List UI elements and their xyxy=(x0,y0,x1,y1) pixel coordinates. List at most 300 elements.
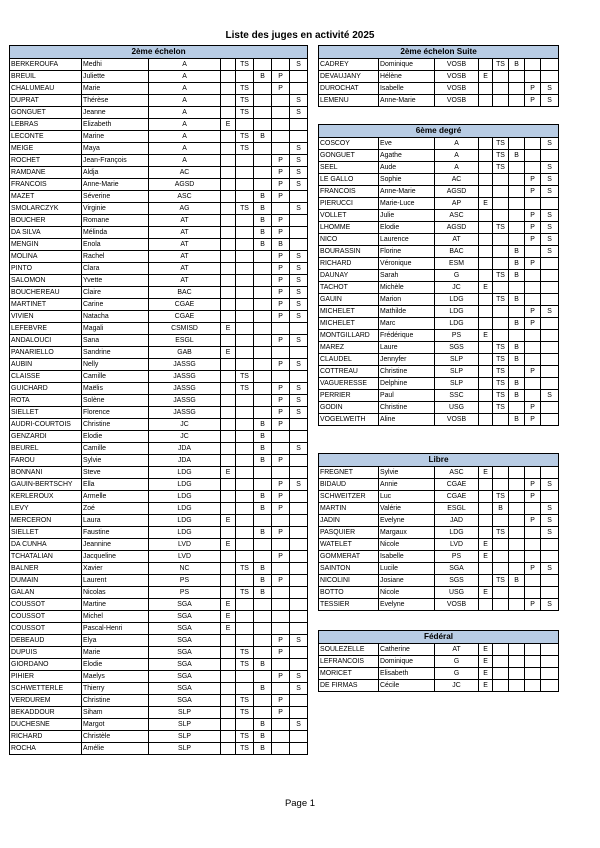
cell-club: ESM xyxy=(435,257,479,269)
cell-level-b: B xyxy=(254,214,272,226)
cell-club: AP xyxy=(435,197,479,209)
cell-level-p xyxy=(525,58,541,70)
cell-club: SLP xyxy=(435,377,479,389)
cell-level-e: E xyxy=(221,322,236,334)
cell-level-b xyxy=(509,550,525,562)
cell-last-name: SIELLET xyxy=(10,526,82,538)
cell-first-name: Séverine xyxy=(82,190,149,202)
cell-level-p: P xyxy=(272,490,290,502)
cell-first-name: Claire xyxy=(82,286,149,298)
cell-level-s xyxy=(290,586,308,598)
cell-last-name: DUCHESNE xyxy=(10,718,82,730)
cell-last-name: COUSSOT xyxy=(10,622,82,634)
cell-level-ts: TS xyxy=(493,341,509,353)
table-row xyxy=(319,70,559,82)
cell-level-s xyxy=(541,413,559,425)
cell-level-b xyxy=(509,655,525,667)
cell-club: JASSG xyxy=(149,406,221,418)
cell-last-name: DAUNAY xyxy=(319,269,379,281)
cell-last-name: PASQUIER xyxy=(319,526,379,538)
table-row xyxy=(10,634,308,646)
cell-club: A xyxy=(149,106,221,118)
table-row xyxy=(319,161,559,173)
cell-level-b xyxy=(509,137,525,149)
cell-level-ts xyxy=(236,454,254,466)
cell-level-ts: TS xyxy=(493,293,509,305)
cell-level-e xyxy=(479,305,493,317)
cell-level-b xyxy=(254,538,272,550)
cell-level-p: P xyxy=(272,502,290,514)
cell-last-name: LEVY xyxy=(10,502,82,514)
cell-level-p: P xyxy=(272,634,290,646)
cell-club: LVD xyxy=(149,538,221,550)
cell-last-name: MEIGE xyxy=(10,142,82,154)
cell-level-e xyxy=(479,502,493,514)
cell-club: ESGL xyxy=(149,334,221,346)
cell-first-name: Laurent xyxy=(82,574,149,586)
cell-first-name: Julie xyxy=(379,209,435,221)
cell-level-s: S xyxy=(290,154,308,166)
cell-club: BAC xyxy=(149,286,221,298)
cell-level-s: S xyxy=(290,358,308,370)
cell-last-name: COUSSOT xyxy=(10,598,82,610)
cell-last-name: DEBEAUD xyxy=(10,634,82,646)
cell-level-b xyxy=(254,370,272,382)
cell-level-ts xyxy=(493,550,509,562)
cell-club: SGA xyxy=(149,622,221,634)
cell-level-p xyxy=(272,610,290,622)
cell-last-name: COSCOY xyxy=(319,137,379,149)
cell-last-name: ROCHET xyxy=(10,154,82,166)
cell-first-name: Jeannine xyxy=(82,538,149,550)
cell-level-s: S xyxy=(290,334,308,346)
table-row xyxy=(10,334,308,346)
cell-level-ts xyxy=(493,94,509,106)
cell-level-p: P xyxy=(272,190,290,202)
cell-level-b: B xyxy=(509,317,525,329)
cell-level-p xyxy=(525,574,541,586)
table-row xyxy=(10,298,308,310)
table-row xyxy=(10,118,308,130)
cell-last-name: NICOLINI xyxy=(319,574,379,586)
cell-level-b: B xyxy=(254,658,272,670)
table-row xyxy=(319,173,559,185)
cell-level-p xyxy=(525,293,541,305)
cell-level-s: S xyxy=(541,173,559,185)
cell-level-b: B xyxy=(509,58,525,70)
cell-first-name: Elodie xyxy=(82,430,149,442)
cell-club: AGSD xyxy=(149,178,221,190)
cell-level-ts: TS xyxy=(236,706,254,718)
cell-level-ts: TS xyxy=(236,694,254,706)
cell-level-p xyxy=(525,341,541,353)
cell-level-s: S xyxy=(290,478,308,490)
cell-first-name: Sophie xyxy=(379,173,435,185)
cell-last-name: BALNER xyxy=(10,562,82,574)
cell-level-b xyxy=(254,706,272,718)
cell-level-s: S xyxy=(290,262,308,274)
cell-level-b xyxy=(509,173,525,185)
cell-club: LDG xyxy=(149,490,221,502)
cell-club: JC xyxy=(435,679,479,691)
cell-first-name: Paul xyxy=(379,389,435,401)
cell-level-p: P xyxy=(525,82,541,94)
cell-level-b xyxy=(254,142,272,154)
cell-level-p: P xyxy=(272,478,290,490)
cell-first-name: Marie xyxy=(82,646,149,658)
cell-first-name: Enola xyxy=(82,238,149,250)
table-row xyxy=(319,341,559,353)
cell-level-e xyxy=(221,370,236,382)
cell-level-b xyxy=(254,166,272,178)
cell-level-p xyxy=(525,281,541,293)
cell-level-s xyxy=(290,598,308,610)
cell-level-e xyxy=(479,341,493,353)
cell-level-e xyxy=(221,154,236,166)
cell-last-name: JADIN xyxy=(319,514,379,526)
cell-level-s xyxy=(290,346,308,358)
cell-last-name: MENGIN xyxy=(10,238,82,250)
cell-last-name: SEEL xyxy=(319,161,379,173)
cell-level-e xyxy=(221,682,236,694)
cell-level-p xyxy=(525,269,541,281)
cell-level-b xyxy=(509,82,525,94)
cell-first-name: Laura xyxy=(82,514,149,526)
cell-last-name: BOURASSIN xyxy=(319,245,379,257)
cell-level-ts: TS xyxy=(493,149,509,161)
cell-level-e xyxy=(221,454,236,466)
section-title: 6ème degré xyxy=(319,125,559,138)
cell-level-e xyxy=(221,178,236,190)
table-row xyxy=(10,622,308,634)
cell-level-ts xyxy=(236,322,254,334)
cell-level-b: B xyxy=(254,718,272,730)
cell-level-e xyxy=(221,250,236,262)
section-2eme-echelon-suite xyxy=(318,45,559,107)
cell-level-ts xyxy=(493,643,509,655)
cell-last-name: FRANCOIS xyxy=(10,178,82,190)
cell-club: AC xyxy=(435,173,479,185)
cell-first-name: Aude xyxy=(379,161,435,173)
cell-level-p: P xyxy=(272,310,290,322)
cell-level-s xyxy=(541,365,559,377)
cell-last-name: LEFRANCOIS xyxy=(319,655,379,667)
table-row xyxy=(319,305,559,317)
table-row xyxy=(10,598,308,610)
cell-first-name: Thierry xyxy=(82,682,149,694)
table-row xyxy=(319,293,559,305)
cell-level-ts: TS xyxy=(493,58,509,70)
cell-level-e xyxy=(479,161,493,173)
table-row xyxy=(10,70,308,82)
cell-first-name: Rachel xyxy=(82,250,149,262)
cell-first-name: Maelys xyxy=(82,670,149,682)
cell-level-b xyxy=(509,586,525,598)
cell-first-name: Armelle xyxy=(82,490,149,502)
cell-first-name: Florence xyxy=(82,406,149,418)
cell-level-p xyxy=(272,562,290,574)
cell-level-ts xyxy=(493,478,509,490)
cell-level-p: P xyxy=(525,401,541,413)
cell-last-name: GONGUET xyxy=(10,106,82,118)
cell-first-name: Ella xyxy=(82,478,149,490)
cell-club: ASC xyxy=(149,190,221,202)
cell-club: A xyxy=(149,154,221,166)
cell-club: ESGL xyxy=(435,502,479,514)
cell-level-ts: TS xyxy=(236,742,254,754)
cell-level-p: P xyxy=(272,70,290,82)
cell-level-e xyxy=(221,70,236,82)
cell-level-ts: TS xyxy=(236,382,254,394)
cell-club: JASSG xyxy=(149,394,221,406)
cell-first-name: Elya xyxy=(82,634,149,646)
cell-first-name: Agathe xyxy=(379,149,435,161)
cell-last-name: VAGUERESSE xyxy=(319,377,379,389)
cell-level-ts: TS xyxy=(236,730,254,742)
cell-first-name: Marine xyxy=(82,130,149,142)
cell-last-name: TACHOT xyxy=(319,281,379,293)
cell-club: AT xyxy=(435,643,479,655)
cell-level-s: S xyxy=(290,310,308,322)
cell-level-ts xyxy=(493,82,509,94)
cell-level-p xyxy=(525,550,541,562)
cell-level-ts xyxy=(493,245,509,257)
table-row xyxy=(319,329,559,341)
cell-level-s xyxy=(541,197,559,209)
cell-level-e xyxy=(479,58,493,70)
cell-club: G xyxy=(435,667,479,679)
cell-level-e xyxy=(221,406,236,418)
table-row xyxy=(10,406,308,418)
cell-level-p: P xyxy=(525,514,541,526)
cell-level-ts: TS xyxy=(493,401,509,413)
cell-level-ts xyxy=(493,562,509,574)
table-row xyxy=(319,137,559,149)
cell-last-name: ANDALOUCI xyxy=(10,334,82,346)
cell-last-name: AUBIN xyxy=(10,358,82,370)
cell-level-ts xyxy=(236,490,254,502)
table-row xyxy=(319,94,559,106)
cell-level-ts xyxy=(493,586,509,598)
cell-level-s xyxy=(290,430,308,442)
table-row xyxy=(10,430,308,442)
cell-first-name: Steve xyxy=(82,466,149,478)
cell-level-s: S xyxy=(290,142,308,154)
cell-level-p xyxy=(525,679,541,691)
cell-last-name: BEKADDOUR xyxy=(10,706,82,718)
table-row xyxy=(319,413,559,425)
table-row xyxy=(10,382,308,394)
cell-level-p xyxy=(272,118,290,130)
cell-level-b xyxy=(509,598,525,610)
cell-level-b: B xyxy=(509,377,525,389)
cell-level-s: S xyxy=(541,562,559,574)
cell-level-p: P xyxy=(272,358,290,370)
cell-last-name: AUDRI-COURTOIS xyxy=(10,418,82,430)
cell-level-s: S xyxy=(290,274,308,286)
cell-club: SLP xyxy=(149,706,221,718)
cell-level-ts xyxy=(493,257,509,269)
cell-level-ts: TS xyxy=(493,221,509,233)
page-title: Liste des juges en activité 2025 xyxy=(225,30,375,41)
cell-club: AT xyxy=(149,250,221,262)
cell-club: A xyxy=(435,161,479,173)
cell-level-e xyxy=(479,269,493,281)
section-libre xyxy=(318,453,559,611)
cell-level-s xyxy=(541,490,559,502)
cell-level-ts xyxy=(493,413,509,425)
cell-last-name: MAREZ xyxy=(319,341,379,353)
cell-last-name: VIVIEN xyxy=(10,310,82,322)
cell-level-s xyxy=(290,742,308,754)
cell-level-p: P xyxy=(272,226,290,238)
cell-level-s xyxy=(290,322,308,334)
cell-level-s: S xyxy=(290,718,308,730)
cell-level-b xyxy=(254,82,272,94)
cell-level-e: E xyxy=(221,598,236,610)
cell-level-b xyxy=(509,197,525,209)
cell-level-ts xyxy=(236,118,254,130)
cell-level-p xyxy=(272,430,290,442)
cell-first-name: Zoé xyxy=(82,502,149,514)
cell-level-p: P xyxy=(525,94,541,106)
cell-level-ts xyxy=(236,622,254,634)
cell-level-p: P xyxy=(525,598,541,610)
cell-club: A xyxy=(435,137,479,149)
cell-level-b xyxy=(254,358,272,370)
cell-club: SGA xyxy=(149,634,221,646)
cell-level-ts xyxy=(236,478,254,490)
table-row xyxy=(10,454,308,466)
cell-level-e: E xyxy=(479,550,493,562)
cell-level-ts xyxy=(236,610,254,622)
table-row xyxy=(10,478,308,490)
cell-level-b xyxy=(254,466,272,478)
cell-level-s xyxy=(541,257,559,269)
cell-level-b xyxy=(254,94,272,106)
cell-level-b xyxy=(254,322,272,334)
page-footer: Page 1 xyxy=(284,798,316,809)
cell-level-b xyxy=(509,365,525,377)
table-row xyxy=(10,202,308,214)
cell-level-p xyxy=(272,598,290,610)
cell-last-name: SMOLARCZYK xyxy=(10,202,82,214)
table-row xyxy=(10,550,308,562)
cell-last-name: MONTGILLARD xyxy=(319,329,379,341)
cell-level-e xyxy=(221,394,236,406)
cell-level-ts xyxy=(236,466,254,478)
cell-first-name: Thérèse xyxy=(82,94,149,106)
cell-level-s: S xyxy=(541,209,559,221)
cell-first-name: Anne-Marie xyxy=(379,185,435,197)
cell-level-s xyxy=(541,353,559,365)
cell-level-s xyxy=(290,490,308,502)
cell-level-e xyxy=(221,478,236,490)
cell-level-b xyxy=(509,679,525,691)
cell-level-p xyxy=(272,202,290,214)
cell-level-s: S xyxy=(290,166,308,178)
cell-level-s xyxy=(541,550,559,562)
cell-level-e: E xyxy=(479,586,493,598)
cell-level-ts xyxy=(236,250,254,262)
cell-club: ASC xyxy=(435,209,479,221)
cell-level-p: P xyxy=(525,173,541,185)
cell-level-p xyxy=(525,197,541,209)
cell-level-ts: TS xyxy=(493,574,509,586)
cell-last-name: PANARIELLO xyxy=(10,346,82,358)
cell-level-p: P xyxy=(525,317,541,329)
table-row xyxy=(319,550,559,562)
cell-club: AT xyxy=(149,274,221,286)
cell-last-name: KERLEROUX xyxy=(10,490,82,502)
table-row xyxy=(10,106,308,118)
cell-first-name: Mathilde xyxy=(379,305,435,317)
cell-club: PS xyxy=(435,329,479,341)
table-row xyxy=(10,394,308,406)
cell-level-s xyxy=(541,538,559,550)
cell-level-ts xyxy=(493,70,509,82)
cell-level-p: P xyxy=(525,257,541,269)
cell-club: CGAE xyxy=(435,490,479,502)
table-row xyxy=(10,694,308,706)
table-row xyxy=(10,238,308,250)
cell-level-s xyxy=(541,667,559,679)
cell-level-e xyxy=(479,598,493,610)
cell-level-e xyxy=(221,574,236,586)
cell-level-e xyxy=(221,286,236,298)
cell-level-s xyxy=(541,329,559,341)
cell-level-e xyxy=(221,646,236,658)
cell-level-b xyxy=(254,178,272,190)
cell-level-ts xyxy=(236,274,254,286)
cell-level-ts xyxy=(236,262,254,274)
cell-last-name: LE GALLO xyxy=(319,173,379,185)
table-row xyxy=(10,562,308,574)
cell-level-s xyxy=(290,190,308,202)
cell-level-e xyxy=(221,670,236,682)
cell-level-e xyxy=(221,526,236,538)
cell-level-e: E xyxy=(479,197,493,209)
cell-first-name: Xavier xyxy=(82,562,149,574)
cell-last-name: PIERUCCI xyxy=(319,197,379,209)
cell-level-b: B xyxy=(254,454,272,466)
cell-last-name: MERCERON xyxy=(10,514,82,526)
table-row xyxy=(319,389,559,401)
cell-level-p: P xyxy=(272,298,290,310)
cell-last-name: GALAN xyxy=(10,586,82,598)
cell-last-name: LEBRAS xyxy=(10,118,82,130)
cell-club: LDG xyxy=(149,478,221,490)
cell-first-name: Margot xyxy=(82,718,149,730)
cell-level-s xyxy=(541,317,559,329)
cell-level-b xyxy=(254,286,272,298)
cell-first-name: Christine xyxy=(379,365,435,377)
cell-club: JDA xyxy=(149,454,221,466)
cell-level-s xyxy=(290,646,308,658)
cell-level-s: S xyxy=(541,185,559,197)
cell-level-e: E xyxy=(479,655,493,667)
cell-level-ts: TS xyxy=(493,490,509,502)
cell-first-name: Michel xyxy=(82,610,149,622)
cell-level-p xyxy=(525,466,541,478)
cell-level-b: B xyxy=(509,574,525,586)
cell-first-name: Medhi xyxy=(82,58,149,70)
cell-level-p xyxy=(525,643,541,655)
cell-level-b xyxy=(509,161,525,173)
table-row xyxy=(10,442,308,454)
cell-club: PS xyxy=(435,550,479,562)
cell-level-b xyxy=(254,670,272,682)
